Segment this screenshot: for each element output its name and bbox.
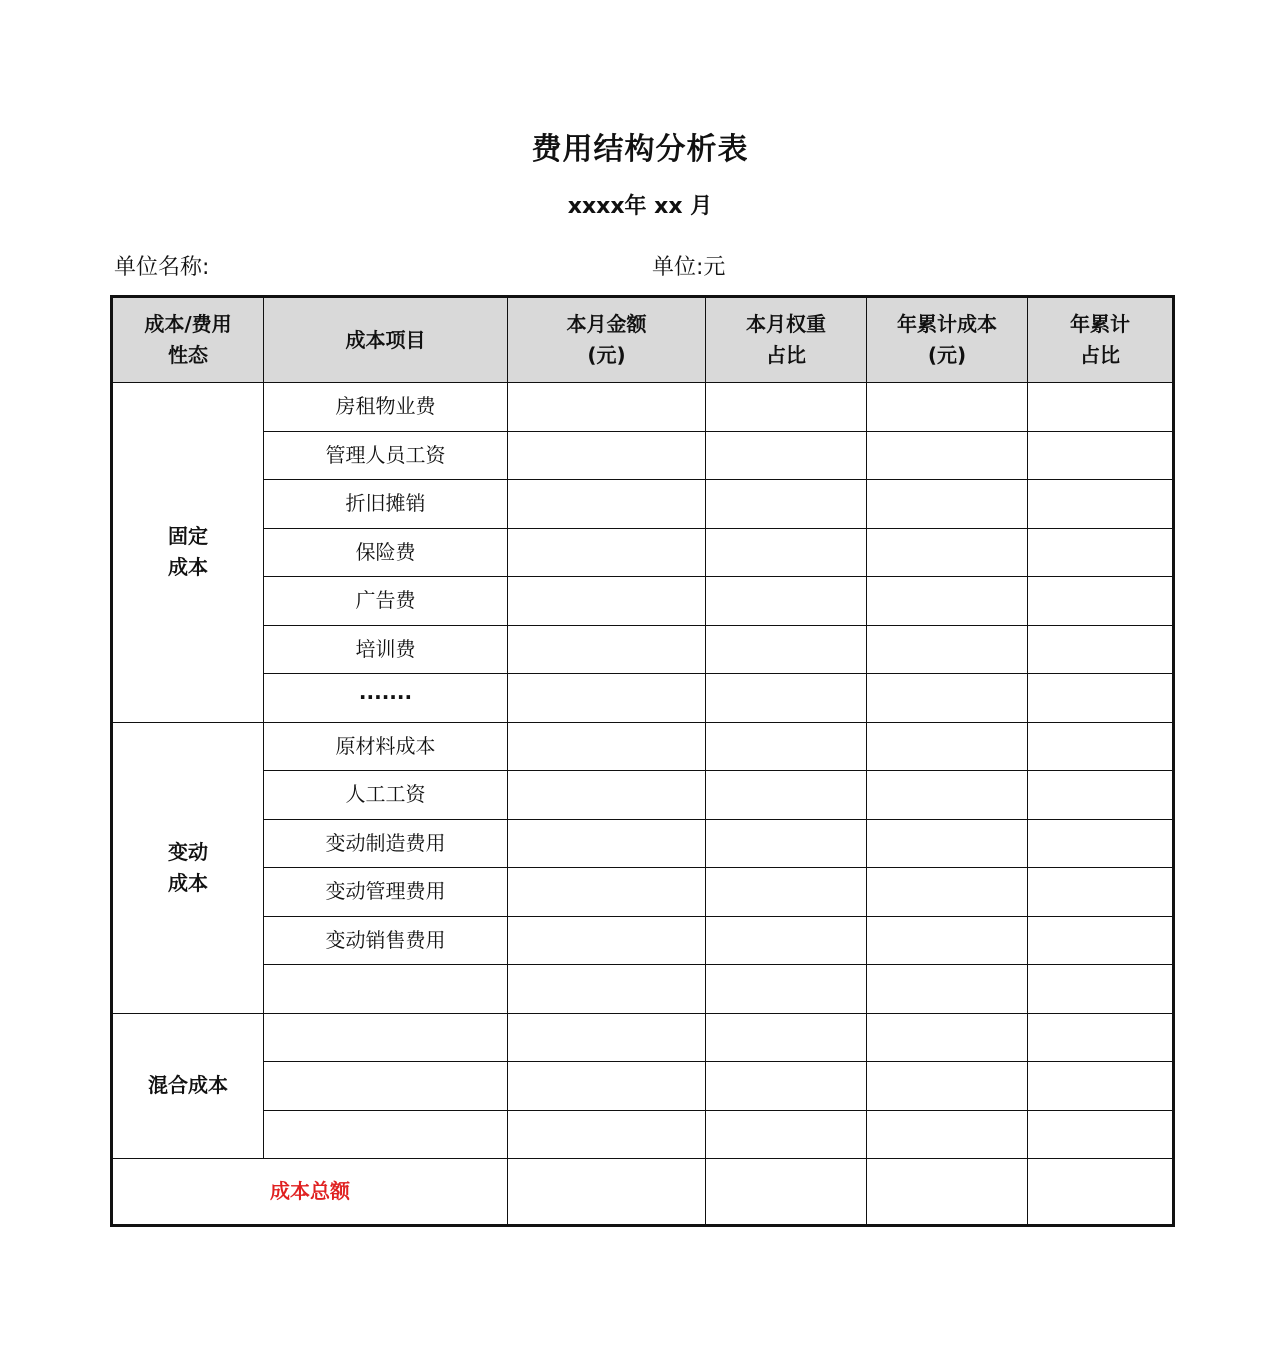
header-cost-nature-line2: 性态 — [168, 343, 208, 367]
month-amount-cell[interactable] — [508, 722, 706, 771]
header-month-amount-line2: (元) — [587, 343, 626, 367]
ytd-cost-cell[interactable] — [867, 528, 1028, 577]
month-amount-cell[interactable] — [508, 1013, 706, 1062]
month-weight-cell[interactable] — [706, 1110, 867, 1159]
currency-unit-label: 单位:元 — [652, 255, 726, 280]
table-row — [112, 771, 1174, 820]
cost-item-cell[interactable] — [264, 965, 508, 1014]
table-row — [112, 383, 1174, 432]
ytd-ratio-cell[interactable] — [1028, 528, 1174, 577]
month-weight-cell[interactable] — [706, 431, 867, 480]
cost-item-cell: 变动管理费用 — [264, 868, 508, 917]
month-amount-cell[interactable] — [508, 625, 706, 674]
month-amount-cell[interactable] — [508, 480, 706, 529]
month-weight-cell[interactable] — [706, 1013, 867, 1062]
month-amount-cell[interactable] — [508, 916, 706, 965]
month-weight-cell[interactable] — [706, 771, 867, 820]
cost-item-cell: 保险费 — [264, 528, 508, 577]
header-cost-nature-line1: 成本/费用 — [144, 312, 232, 336]
cost-item-cell: ······· — [264, 674, 508, 723]
header-ytd-ratio-line1: 年累计 — [1070, 312, 1130, 336]
ytd-cost-cell[interactable] — [867, 625, 1028, 674]
ytd-cost-cell[interactable] — [867, 577, 1028, 626]
ytd-cost-cell[interactable] — [867, 480, 1028, 529]
header-month-weight — [706, 297, 867, 383]
group-fixed-line2: 成本 — [168, 555, 208, 580]
ytd-ratio-cell[interactable] — [1028, 625, 1174, 674]
cost-structure-table — [110, 295, 1175, 1227]
group-fixed-cost — [112, 383, 264, 723]
header-month-amount-line1: 本月金额 — [566, 312, 647, 336]
cost-item-cell: 房租物业费 — [264, 383, 508, 432]
ytd-ratio-cell[interactable] — [1028, 577, 1174, 626]
table-row — [112, 1013, 1174, 1062]
header-cost-item: 成本项目 — [264, 297, 508, 383]
ytd-cost-cell[interactable] — [867, 965, 1028, 1014]
group-variable-cost — [112, 722, 264, 1013]
header-month-weight-line2: 占比 — [766, 343, 806, 367]
month-amount-cell[interactable] — [508, 771, 706, 820]
cost-item-cell: 管理人员工资 — [264, 431, 508, 480]
month-weight-cell[interactable] — [706, 383, 867, 432]
header-row — [112, 297, 1174, 383]
ytd-ratio-cell[interactable] — [1028, 1110, 1174, 1159]
ytd-ratio-cell[interactable] — [1028, 771, 1174, 820]
month-amount-cell[interactable] — [508, 1062, 706, 1111]
month-amount-cell[interactable] — [508, 528, 706, 577]
table-row — [112, 480, 1174, 529]
header-ytd-ratio-line2: 占比 — [1080, 343, 1120, 367]
table-row — [112, 528, 1174, 577]
month-weight-cell[interactable] — [706, 528, 867, 577]
period-subtitle: xxxx年 xx 月 — [567, 194, 713, 219]
header-ytd-cost — [867, 297, 1028, 383]
ytd-cost-cell[interactable] — [867, 1110, 1028, 1159]
cost-item-cell: 人工工资 — [264, 771, 508, 820]
month-amount-cell[interactable] — [508, 868, 706, 917]
cost-item-cell: 广告费 — [264, 577, 508, 626]
month-amount-cell[interactable] — [508, 383, 706, 432]
header-month-amount — [508, 297, 706, 383]
unit-name-label: 单位名称: — [114, 255, 210, 280]
ytd-cost-cell[interactable] — [867, 674, 1028, 723]
table-row — [112, 577, 1174, 626]
month-weight-cell[interactable] — [706, 625, 867, 674]
table-row — [112, 916, 1174, 965]
ytd-ratio-cell[interactable] — [1028, 722, 1174, 771]
group-mixed-cost: 混合成本 — [112, 1013, 264, 1159]
month-weight-cell[interactable] — [706, 819, 867, 868]
header-cost-nature — [112, 297, 264, 383]
cost-item-cell: 变动制造费用 — [264, 819, 508, 868]
table-row — [112, 965, 1174, 1014]
month-weight-cell[interactable] — [706, 1062, 867, 1111]
ytd-ratio-cell[interactable] — [1028, 1062, 1174, 1111]
ytd-ratio-cell[interactable] — [1028, 674, 1174, 723]
ytd-cost-cell[interactable] — [867, 1062, 1028, 1111]
page-title: 费用结构分析表 — [531, 132, 749, 167]
month-amount-cell[interactable] — [508, 674, 706, 723]
header-ytd-cost-line1: 年累计成本 — [897, 312, 997, 336]
group-fixed-line1: 固定 — [168, 524, 208, 549]
ytd-cost-cell[interactable] — [867, 916, 1028, 965]
cost-item-cell: 折旧摊销 — [264, 480, 508, 529]
group-variable-line1: 变动 — [168, 839, 208, 864]
group-variable-line2: 成本 — [168, 870, 208, 895]
month-weight-cell[interactable] — [706, 577, 867, 626]
header-ytd-cost-line2: (元) — [927, 343, 967, 367]
total-ytd-ratio-cell[interactable] — [1028, 1159, 1174, 1226]
month-weight-cell[interactable] — [706, 674, 867, 723]
month-weight-cell[interactable] — [706, 480, 867, 529]
ytd-ratio-cell[interactable] — [1028, 868, 1174, 917]
ytd-ratio-cell[interactable] — [1028, 1013, 1174, 1062]
ytd-cost-cell[interactable] — [867, 819, 1028, 868]
cost-item-cell: 培训费 — [264, 625, 508, 674]
month-amount-cell[interactable] — [508, 1110, 706, 1159]
total-row — [112, 1159, 1174, 1226]
total-cost-label: 成本总额 — [112, 1159, 508, 1226]
table-row — [112, 722, 1174, 771]
table-row — [112, 674, 1174, 723]
ytd-ratio-cell[interactable] — [1028, 383, 1174, 432]
ytd-ratio-cell[interactable] — [1028, 916, 1174, 965]
ytd-ratio-cell[interactable] — [1028, 965, 1174, 1014]
total-month-weight-cell[interactable] — [706, 1159, 867, 1226]
table-row — [112, 1062, 1174, 1111]
month-weight-cell[interactable] — [706, 868, 867, 917]
ytd-cost-cell[interactable] — [867, 771, 1028, 820]
ytd-cost-cell[interactable] — [867, 868, 1028, 917]
month-amount-cell[interactable] — [508, 577, 706, 626]
table-row — [112, 868, 1174, 917]
table-row — [112, 431, 1174, 480]
month-amount-cell[interactable] — [508, 965, 706, 1014]
cost-item-cell: 变动销售费用 — [264, 916, 508, 965]
table-row — [112, 819, 1174, 868]
ytd-ratio-cell[interactable] — [1028, 431, 1174, 480]
ytd-ratio-cell[interactable] — [1028, 480, 1174, 529]
ytd-cost-cell[interactable] — [867, 722, 1028, 771]
cost-item-cell[interactable] — [264, 1013, 508, 1062]
month-weight-cell[interactable] — [706, 965, 867, 1014]
total-month-amount-cell[interactable] — [508, 1159, 706, 1226]
ytd-ratio-cell[interactable] — [1028, 819, 1174, 868]
table-row — [112, 1110, 1174, 1159]
cost-item-cell[interactable] — [264, 1062, 508, 1111]
table-row — [112, 625, 1174, 674]
month-amount-cell[interactable] — [508, 819, 706, 868]
ytd-cost-cell[interactable] — [867, 1013, 1028, 1062]
header-month-weight-line1: 本月权重 — [746, 312, 826, 336]
month-weight-cell[interactable] — [706, 722, 867, 771]
month-weight-cell[interactable] — [706, 916, 867, 965]
month-amount-cell[interactable] — [508, 431, 706, 480]
ytd-cost-cell[interactable] — [867, 431, 1028, 480]
cost-item-cell: 原材料成本 — [264, 722, 508, 771]
ytd-cost-cell[interactable] — [867, 383, 1028, 432]
header-ytd-ratio — [1028, 297, 1174, 383]
total-ytd-cost-cell[interactable] — [867, 1159, 1028, 1226]
cost-item-cell[interactable] — [264, 1110, 508, 1159]
